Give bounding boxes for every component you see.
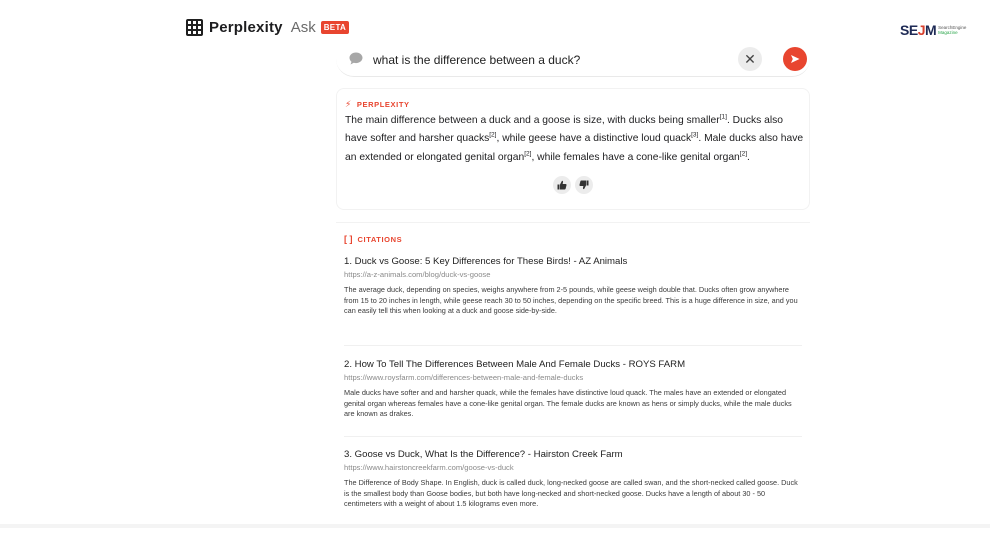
perplexity-logo[interactable] xyxy=(186,19,349,36)
citation-ref[interactable]: [1] xyxy=(719,113,727,121)
search-bar xyxy=(336,41,810,77)
divider xyxy=(344,436,802,437)
answer-segment: . Ducks also have softer and harsher quacks xyxy=(345,115,784,145)
citation-ref[interactable]: [2] xyxy=(524,150,532,158)
citation-item[interactable] xyxy=(344,448,804,510)
citation-ref[interactable]: [3] xyxy=(691,131,699,139)
brackets-icon: [ ] xyxy=(344,234,353,244)
citations-label: CITATIONS xyxy=(357,234,403,244)
sej-watermark xyxy=(900,22,966,38)
thumbs-down-button[interactable] xyxy=(575,176,593,194)
answer-segment: The main difference between a duck and a goose is size, with ducks being smaller xyxy=(345,115,720,126)
answer-card xyxy=(336,88,810,210)
thumbs-up-button[interactable] xyxy=(553,176,571,194)
citation-snippet: Male ducks have softer and and harsher quack, while the females have distinctive loud quack. The males have an extended or elongated genital organ whereas females have a cone-like genital organ. The female ducks are known as hens or simply ducks, while the male ducks are known as drakes. xyxy=(344,388,792,419)
answer-segment: . xyxy=(747,151,750,163)
lightning-icon: ⚡ xyxy=(345,99,352,109)
thumbs-up-icon xyxy=(557,180,567,190)
citation-item[interactable] xyxy=(344,255,804,317)
answer-text xyxy=(345,112,807,167)
divider xyxy=(344,345,802,346)
beta-badge: BETA xyxy=(321,21,349,34)
thumbs-down-icon xyxy=(579,180,589,190)
perplexity-grid-icon xyxy=(186,19,203,36)
bottom-scroll-edge xyxy=(0,524,990,528)
answer-header xyxy=(345,99,410,110)
answer-label: PERPLEXITY xyxy=(356,100,410,109)
submit-button[interactable] xyxy=(783,47,807,71)
citations-header xyxy=(344,234,402,244)
answer-segment: , while geese have a distinctive loud quack xyxy=(496,133,692,145)
citation-snippet: The Difference of Body Shape. In English, duck is called duck, long-necked goose are called swan, and the short-necked called goose. Duck is the smallest body than Goose bodies, but both have long-necked and short-necked goose. Ducks have a length of about 30 - 50 centimeters with a weight of about 1.5 kilograms even more. xyxy=(344,478,798,509)
chat-bubble-icon xyxy=(349,52,363,65)
answer-segment: . Male ducks also have an extended or elongated genital organ xyxy=(345,133,804,163)
citation-url[interactable]: https://a-z-animals.com/blog/duck-vs-goose xyxy=(344,270,491,279)
answer-segment: , while females have a cone-like genital organ xyxy=(531,151,740,163)
sej-logo-text: SEJM xyxy=(900,22,937,38)
clear-button[interactable] xyxy=(738,47,762,71)
send-icon xyxy=(790,54,800,64)
ask-label: Ask xyxy=(290,19,316,36)
close-icon: ✕ xyxy=(744,51,756,67)
sej-line1: SearchEngine xyxy=(938,25,967,30)
citation-item[interactable] xyxy=(344,358,804,420)
citation-title[interactable]: 3. Goose vs Duck, What Is the Difference? - Hairston Creek Farm xyxy=(344,449,623,460)
citations-section xyxy=(336,222,810,533)
citation-title[interactable]: 2. How To Tell The Differences Between Male And Female Ducks - ROYS FARM xyxy=(344,359,686,370)
brand-name: Perplexity xyxy=(209,19,283,36)
citation-title[interactable]: 1. Duck vs Goose: 5 Key Differences for These Birds! - AZ Animals xyxy=(344,256,628,267)
citation-url[interactable]: https://www.roysfarm.com/differences-between-male-and-female-ducks xyxy=(344,373,584,382)
citation-url[interactable]: https://www.hairstoncreekfarm.com/goose-vs-duck xyxy=(344,463,514,472)
citation-ref[interactable]: [2] xyxy=(739,150,748,158)
search-query-text[interactable]: what is the difference between a duck? xyxy=(373,53,581,67)
citation-ref[interactable]: [2] xyxy=(489,131,497,139)
citation-snippet: The average duck, depending on species, weighs anywhere from 2-5 pounds, while geese weigh double that. Ducks often grow anywhere from 15 to 20 inches in length, while geese reach 30 to 50 inches, depending on the specific breed. This is a huge difference in size, and you can easily tell this when looking at a duck and goose side-by-side. xyxy=(344,285,798,316)
sej-line2: Magazine xyxy=(938,30,958,35)
